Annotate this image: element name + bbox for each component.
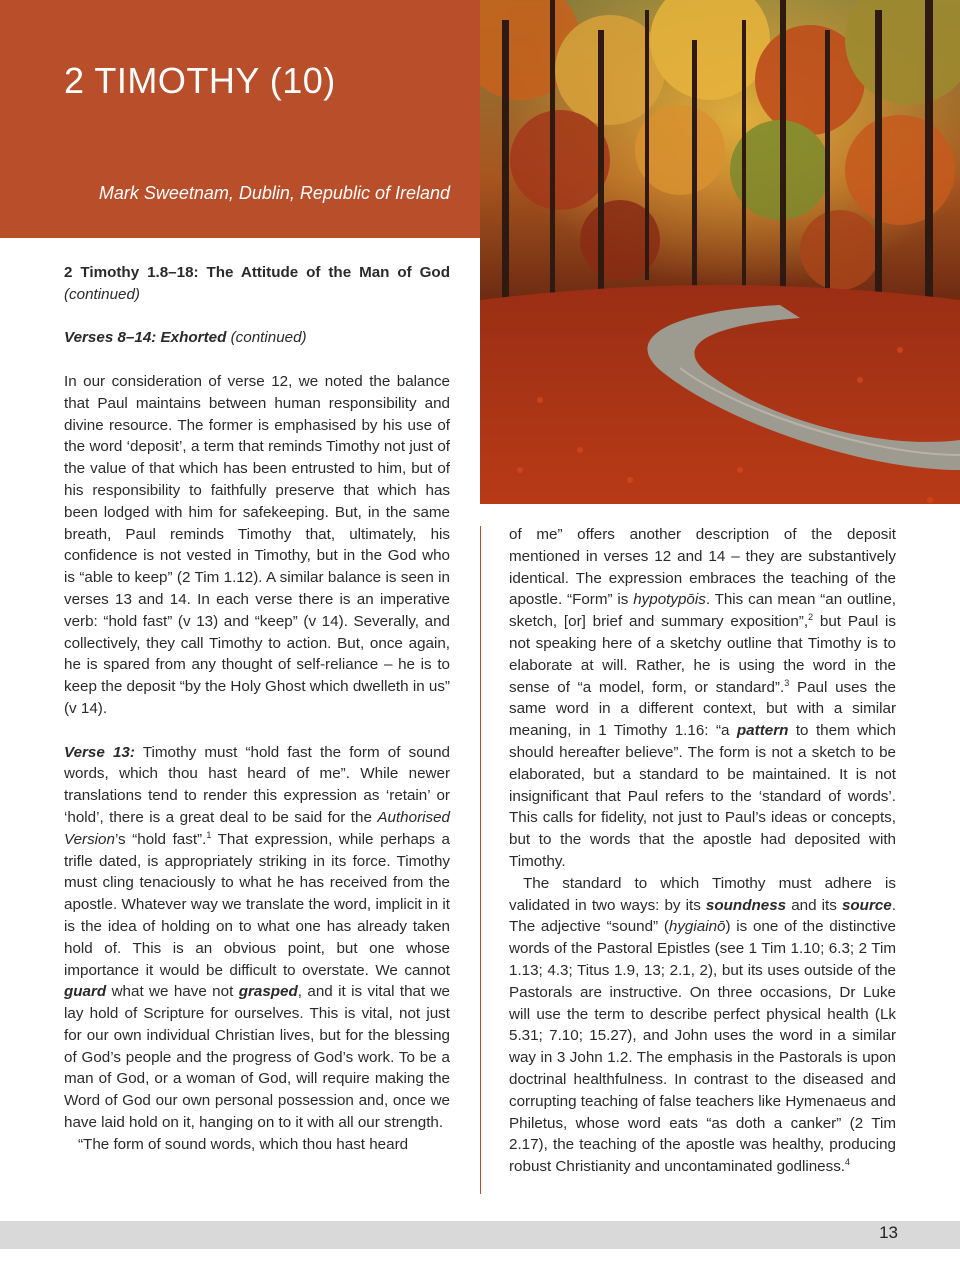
- title-banner: [0, 0, 480, 238]
- paragraph: “The form of sound words, which thou hast heard: [78, 1135, 409, 1153]
- left-column: [64, 262, 450, 1156]
- paragraph: of me” offers another description of the deposit mentioned in verses 12 and 14 – they are substantively identical. The expression embraces the teaching of the apostle. “Form” is hypotypōis. This can mean “an outline, sketch, [or] brief and summary exposition”,$^2$ but Paul is not speaking here of a sketchy outline that Timothy is to elaborate at will. Rather, he is using the word in the sense of “a model, form, or standard”.$^3$ Paul uses the same word in a different context, but with a similar meaning, in 1 Timothy 1.16: “a pattern to them which should hereafter believe”. The form is not a sketch to be elaborated, but a standard to be maintained. It is not insignificant that Paul refers to the ‘standard of words’. This calls for fidelity, not just to Paul’s ideas or concepts, but to the words that the apostle had deposited with Timothy.: [509, 526, 896, 870]
- page-title: 2 TIMOTHY (10): [64, 60, 336, 101]
- page-number: 13: [879, 1223, 898, 1242]
- paragraph: The standard to which Timothy must adhere is validated in two ways: by its soundness and its source. The adjective “sound” (hygiainō) is one of the distinctive words of the Pastoral Epistles (see 1 Tim 1.10; 6.3; 2 Tim 1.13; 4.3; Titus 1.9, 13; 2.1, 2), but its uses outside of the Pastorals are instructive. On three occasions, Dr Luke will use the term to describe perfect physical health (Lk 5.31; 7.10; 15.27), and John uses the word in a similar way in 3 John 1.2. The emphasis in the Pastorals is upon doctrinal healthfulness. In contrast to the diseased and corrupting teaching of false teachers like Hymenaeus and Philetus, whose word eats “as doth a canker” (2 Tim 2.17), the teaching of the apostle was healthy, producing robust Christianity and uncontaminated godliness.$^4$: [509, 874, 896, 1176]
- paragraph: Verse 13: Timothy must “hold fast the form of sound words, which thou hast heard of me”. While newer translations tend to render this expression as ‘retain’ or ‘hold’, there is a great deal to be said for the Authorised Version’s “hold fast”.$^1$ That expression, while perhaps a trifle dated, is appropriately striking in its force. Timothy must cling tenaciously to what he has received from the apostle. Whatever way we translate the word, implicit in it is the idea of holding on to what one has already taken hold of. This is an obvious point, but one whose importance it would be difficult to overstate. We cannot guard what we have not grasped, and it is vital that we lay hold of Scripture for ourselves. This is vital, not just for our own individual Christian lives, but for the blessing of God’s people and the progress of God’s work. To be a man of God, or a woman of God, will require making the Word of God our own personal possession and, once we have laid hold on it, hanging on to it with all our strength.: [64, 743, 450, 1132]
- footer-bar: [0, 1221, 960, 1249]
- paragraph: In our consideration of verse 12, we noted the balance that Paul maintains between human responsibility and divine resource. The former is emphasised by his use of the word ‘deposit’, a term that reminds Timothy not just of the value of that which has been entrusted to him, but of his responsibility to faithfully preserve that which has been lodged with him for safekeeping. But, in the same breath, Paul reminds Timothy that, ultimately, his confidence is not vested in Timothy, but in the God who is “able to keep” (2 Tim 1.12). A similar balance is seen in verses 13 and 14. In each verse there is an imperative verb: “hold fast” (v 13) and “keep” (v 14). Severally, and collectively, they call Timothy to action. But, once again, he is spared from any thought of self-reliance – he is to keep the deposit “by the Holy Ghost which dwelleth in us” (v 14).: [64, 372, 450, 717]
- author-line: Mark Sweetnam, Dublin, Republic of Ireland: [98, 183, 450, 203]
- autumn-forest-road-photo: [480, 0, 960, 504]
- subheading: Verses 8–14: Exhorted (continued): [64, 329, 307, 347]
- right-column: [509, 524, 896, 1178]
- section-heading: 2 Timothy 1.8–18: The Attitude of the Man of God (continued): [64, 264, 450, 303]
- column-divider: [480, 526, 481, 1194]
